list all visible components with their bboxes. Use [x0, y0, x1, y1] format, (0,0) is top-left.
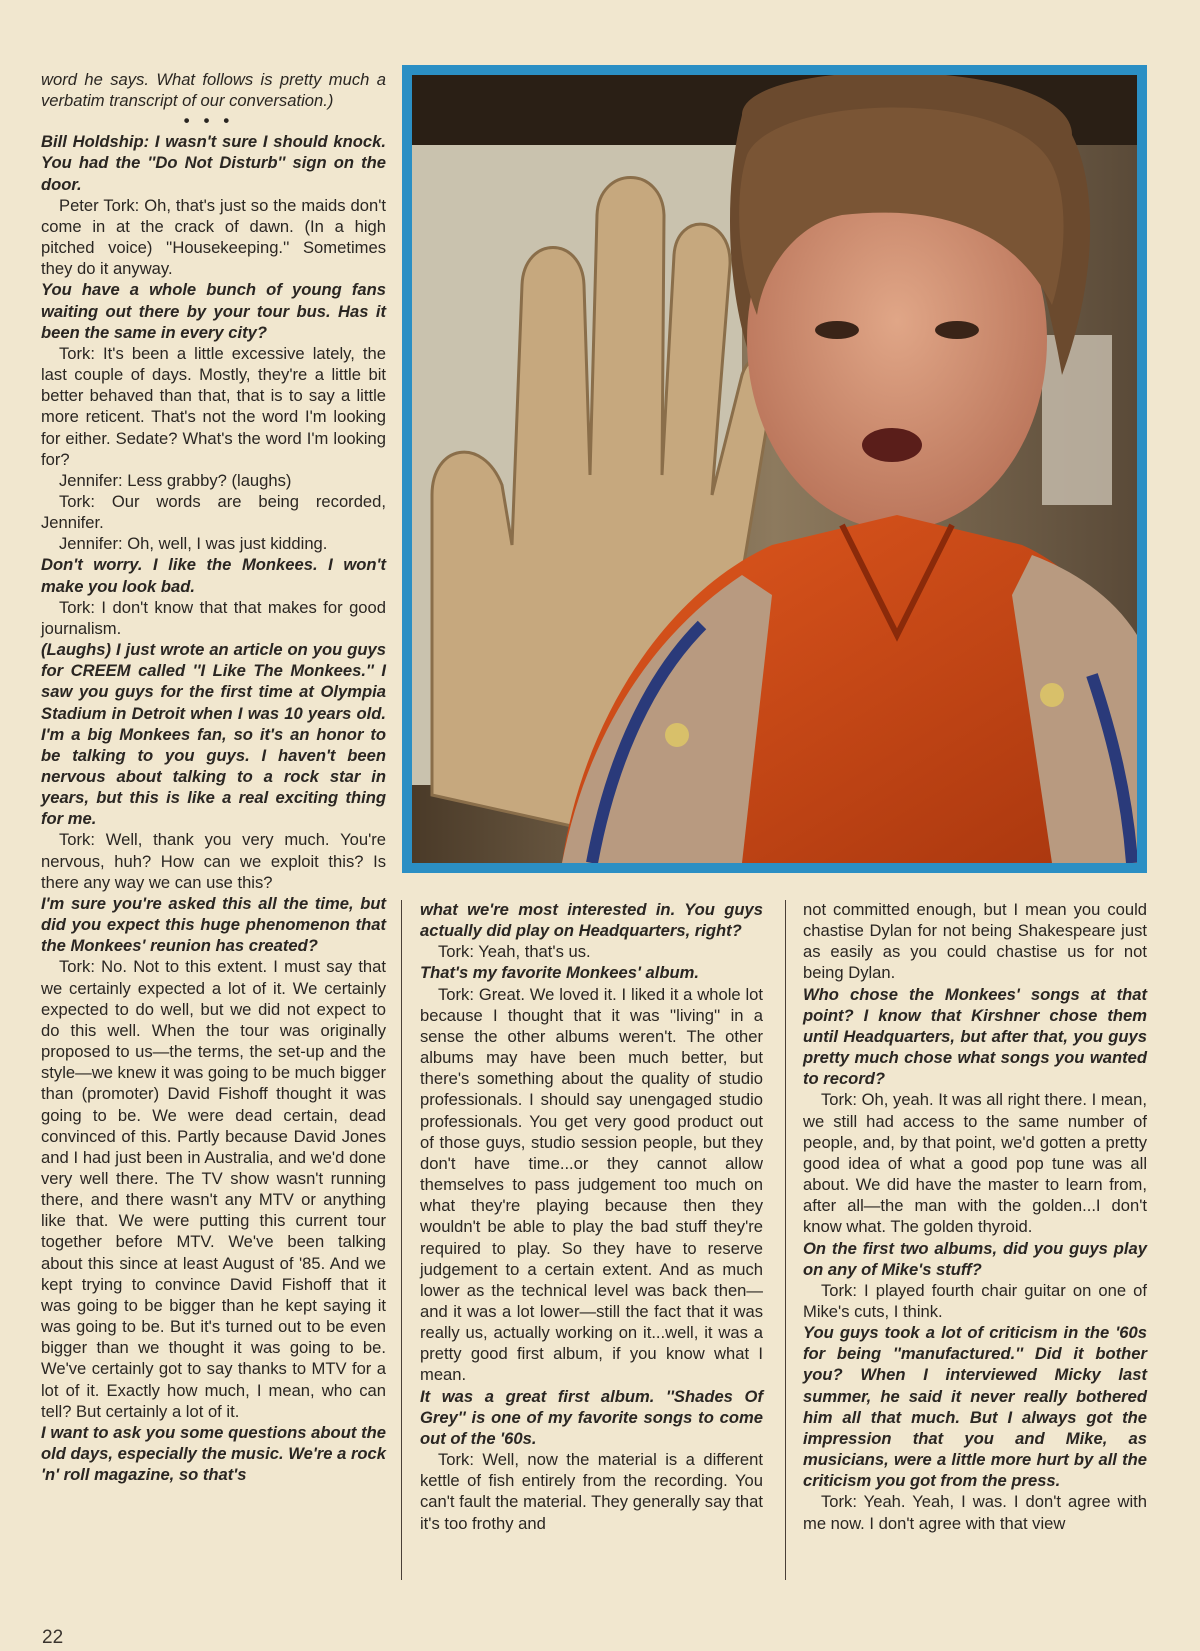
- paragraph: Tork: No. Not to this extent. I must say that we certainly expected a lot of it. We certainly expected to do well, but we did not expect to do this well. When the tour was originally proposed to us—the terms, the set-up and the style—we knew it was going to be much bigger than (promoter) David Fishoff thought it was going to be. We were dead certain, dead convinced of this. Partly because David Jones and I had just been in Australia, and we'd done very well there. The TV show wasn't running there, and there wasn't any MTV or anything like that. We were putting this current tour together before MTV. We've been talking about this since at least August of '85. And we kept trying to convince David Fishoff that it was going to be bigger than he kept saying it was going to be. But it's turned out to be even bigger than we thought it was going to be. We've certainly got to say thanks to MTV for a lot of it. Exactly how much, I mean, who can tell? But certainly a lot of it.: [41, 957, 386, 1421]
- paragraph: You guys took a lot of criticism in the '60s for being ''manufactured.'' Did it bother you? When I interviewed Micky last summer, he said it never really bothered him all that much. But I always got the impression that you and Mike, as musicians, were a little more hurt by all the criticism you got from the press.: [803, 1323, 1147, 1491]
- paragraph: On the first two albums, did you guys play on any of Mike's stuff?: [803, 1238, 1147, 1279]
- paragraph: I want to ask you some questions about the old days, especially the music. We're a rock 'n' roll magazine, so that's: [41, 1422, 386, 1485]
- paragraph: Jennifer: Less grabby? (laughs): [59, 470, 292, 490]
- paragraph: Peter Tork: Oh, that's just so the maids don't come in at the crack of dawn. (In a high pitched voice) ''Housekeeping.'' Sometimes they do it anyway.: [41, 195, 386, 279]
- paragraph: I'm sure you're asked this all the time, but did you expect this huge phenomenon that the Monkees' reunion has created?: [41, 893, 386, 956]
- portrait-photo: [412, 75, 1137, 863]
- paragraph: Tork: Yeah, that's us.: [438, 942, 591, 962]
- paragraph: Jennifer: Oh, well, I was just kidding.: [59, 534, 328, 554]
- paragraph: Tork: Well, thank you very much. You're nervous, huh? How can we exploit this? Is there any way we can use this?: [41, 830, 386, 892]
- article-column-1: [41, 69, 386, 1485]
- paragraph: word he says. What follows is pretty much a verbatim transcript of our conversation.): [41, 70, 386, 111]
- paragraph: Tork: It's been a little excessive lately, the last couple of days. Mostly, they're a little bit better behaved than that, that is to say a little more reticent. That's not the word I'm looking for either. Sedate? What's the word I'm looking for?: [41, 343, 386, 469]
- column-divider-left: [401, 900, 402, 1580]
- paragraph: Tork: Oh, yeah. It was all right there. I mean, we still had access to the same number of people, and, by that point, we'd gotten a pretty good idea of what a good pop tune was all about. We did have the master to learn from, after all—the man with the golden...I don't know what. The golden thyroid.: [803, 1090, 1147, 1237]
- paragraph: Tork: Great. We loved it. I liked it a whole lot because I thought that it was ''living'' in a sense the other albums weren't. The other albums may have been much better, but there's something about the quality of studio professionals. I should say unengaged studio professionals. You get very good product out of those guys, studio session people, but they don't have time...or they cannot allow themselves to pass judgement too much on what they're playing because then they wouldn't be able to play the bad stuff they're required to play. So they have to reserve judgement to a certain extent. And as much lower as the technical level was back then—and it was a lot lower—still the fact that it was really us, actually working on it...well, it was a pretty good first album, if you know what I mean.: [420, 984, 763, 1385]
- paragraph: (Laughs) I just wrote an article on you guys for CREEM called ''I Like The Monkees.'' I saw you guys for the first time at Olympia Stadium in Detroit when I was 10 years old. I'm a big Monkees fan, so it's an honor to be talking to you guys. I haven't been nervous about talking to a rock star in years, but this is like a real exciting thing for me.: [41, 640, 386, 829]
- paragraph: not committed enough, but I mean you could chastise Dylan for not being Shakespeare just as easily as you could chastise us for not being Dylan.: [803, 900, 1147, 983]
- paragraph: It was a great first album. ''Shades Of Grey'' is one of my favorite songs to come out of the '60s.: [420, 1386, 763, 1448]
- column-divider-right: [785, 900, 786, 1580]
- page-number: 22: [42, 1627, 64, 1648]
- paragraph: Tork: Well, now the material is a different kettle of fish entirely from the recording. You can't fault the material. They generally say that it's too frothy and: [420, 1450, 763, 1533]
- paragraph: Tork: Yeah. Yeah, I was. I don't agree with me now. I don't agree with that view: [803, 1492, 1147, 1533]
- article-column-3: [803, 899, 1147, 1534]
- paragraph: Bill Holdship: I wasn't sure I should knock. You had the ''Do Not Disturb'' sign on the door.: [41, 132, 386, 194]
- paragraph: Tork: I don't know that that makes for good journalism.: [41, 597, 386, 638]
- paragraph: Don't worry. I like the Monkees. I won't make you look bad.: [41, 555, 386, 596]
- paragraph: You have a whole bunch of young fans waiting out there by your tour bus. Has it been the same in every city?: [41, 280, 386, 342]
- paragraph: what we're most interested in. You guys actually did play on Headquarters, right?: [420, 900, 763, 941]
- article-column-2: [420, 899, 763, 1534]
- photo-frame: [402, 65, 1147, 873]
- paragraph: That's my favorite Monkees' album.: [420, 963, 699, 983]
- paragraph: Tork: I played fourth chair guitar on one of Mike's cuts, I think.: [803, 1280, 1147, 1321]
- paragraph: Who chose the Monkees' songs at that point? I know that Kirshner chose them until Headquarters, but after that, you guys pretty much chose what songs you wanted to record?: [803, 984, 1147, 1089]
- paragraph: Tork: Our words are being recorded, Jennifer.: [41, 491, 386, 533]
- paragraph: •••: [183, 111, 244, 131]
